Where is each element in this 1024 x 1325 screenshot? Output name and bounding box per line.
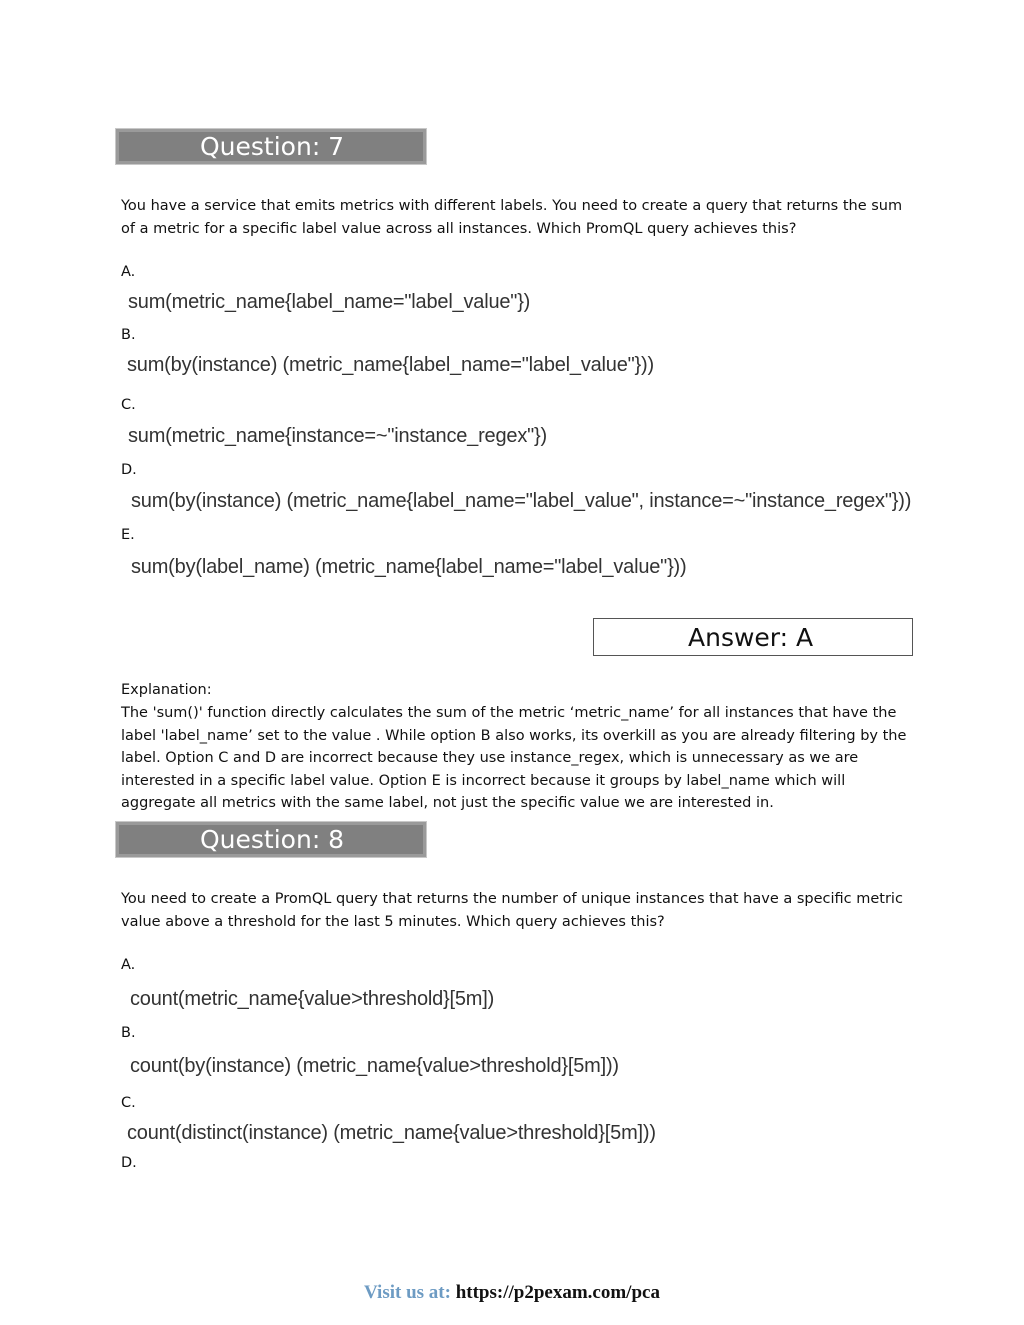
q8-option-a-label: A. [121, 957, 136, 973]
q8-option-d-label: D. [121, 1155, 137, 1171]
q7-option-e-code: sum(by(label_name) (metric_name{label_name="label_value"})) [131, 556, 687, 578]
q7-option-c-label: C. [121, 397, 136, 413]
answer-text: Answer: A [688, 623, 814, 652]
q7-option-c-code: sum(metric_name{instance=~"instance_regex"}) [128, 425, 547, 447]
q7-option-b-code: sum(by(instance) (metric_name{label_name="label_value"})) [127, 354, 654, 376]
question-7-banner [115, 128, 427, 165]
question-7-text: You have a service that emits metrics with different labels. You need to create a query that returns the sum of a metric for a specific label value across all instances. Which PromQL query achieves this? [121, 198, 903, 237]
footer [0, 1282, 1024, 1304]
q8-option-a-code: count(metric_name{value>threshold}[5m]) [130, 988, 495, 1010]
q8-option-c-label: C. [121, 1095, 136, 1111]
q7-option-d-code: sum(by(instance) (metric_name{label_name="label_value", instance=~"instance_regex"})) [131, 490, 912, 512]
footer-url-link[interactable]: https://p2pexam.com/pca [455, 1282, 660, 1303]
q7-option-b-label: B. [121, 327, 136, 343]
explanation-text: The 'sum()' function directly calculates the sum of the metric ‘metric_name’ for all instances that have the label 'label_name’ set to the value . While option B also works, its overkill as you are already filtering by the label. Option C and D are incorrect because they use instance_regex, which is unnecessary as we are interested in a specific label value. Option E is incorrect because it groups by label_name which will aggregate all metrics with the same label, not just the specific value we are interested in. [121, 705, 907, 811]
q7-option-e-label: E. [121, 527, 135, 543]
explanation-heading: Explanation: [121, 682, 212, 698]
question-8-text: You need to create a PromQL query that returns the number of unique instances that have a specific metric value above a threshold for the last 5 minutes. Which query achieves this? [121, 891, 903, 930]
q7-option-a-code: sum(metric_name{label_name="label_value"}) [128, 291, 531, 313]
q7-option-a-label: A. [121, 264, 136, 280]
answer-box [593, 618, 913, 656]
q8-option-b-label: B. [121, 1025, 136, 1041]
question-8-title: Question: 8 [200, 825, 345, 854]
question-7-title: Question: 7 [200, 132, 345, 161]
question-8-banner [115, 821, 427, 858]
footer-lead: Visit us at: [364, 1282, 451, 1303]
q8-option-c-code: count(distinct(instance) (metric_name{value>threshold}[5m])) [127, 1122, 656, 1144]
q7-option-d-label: D. [121, 462, 137, 478]
q8-option-b-code: count(by(instance) (metric_name{value>threshold}[5m])) [130, 1055, 619, 1077]
